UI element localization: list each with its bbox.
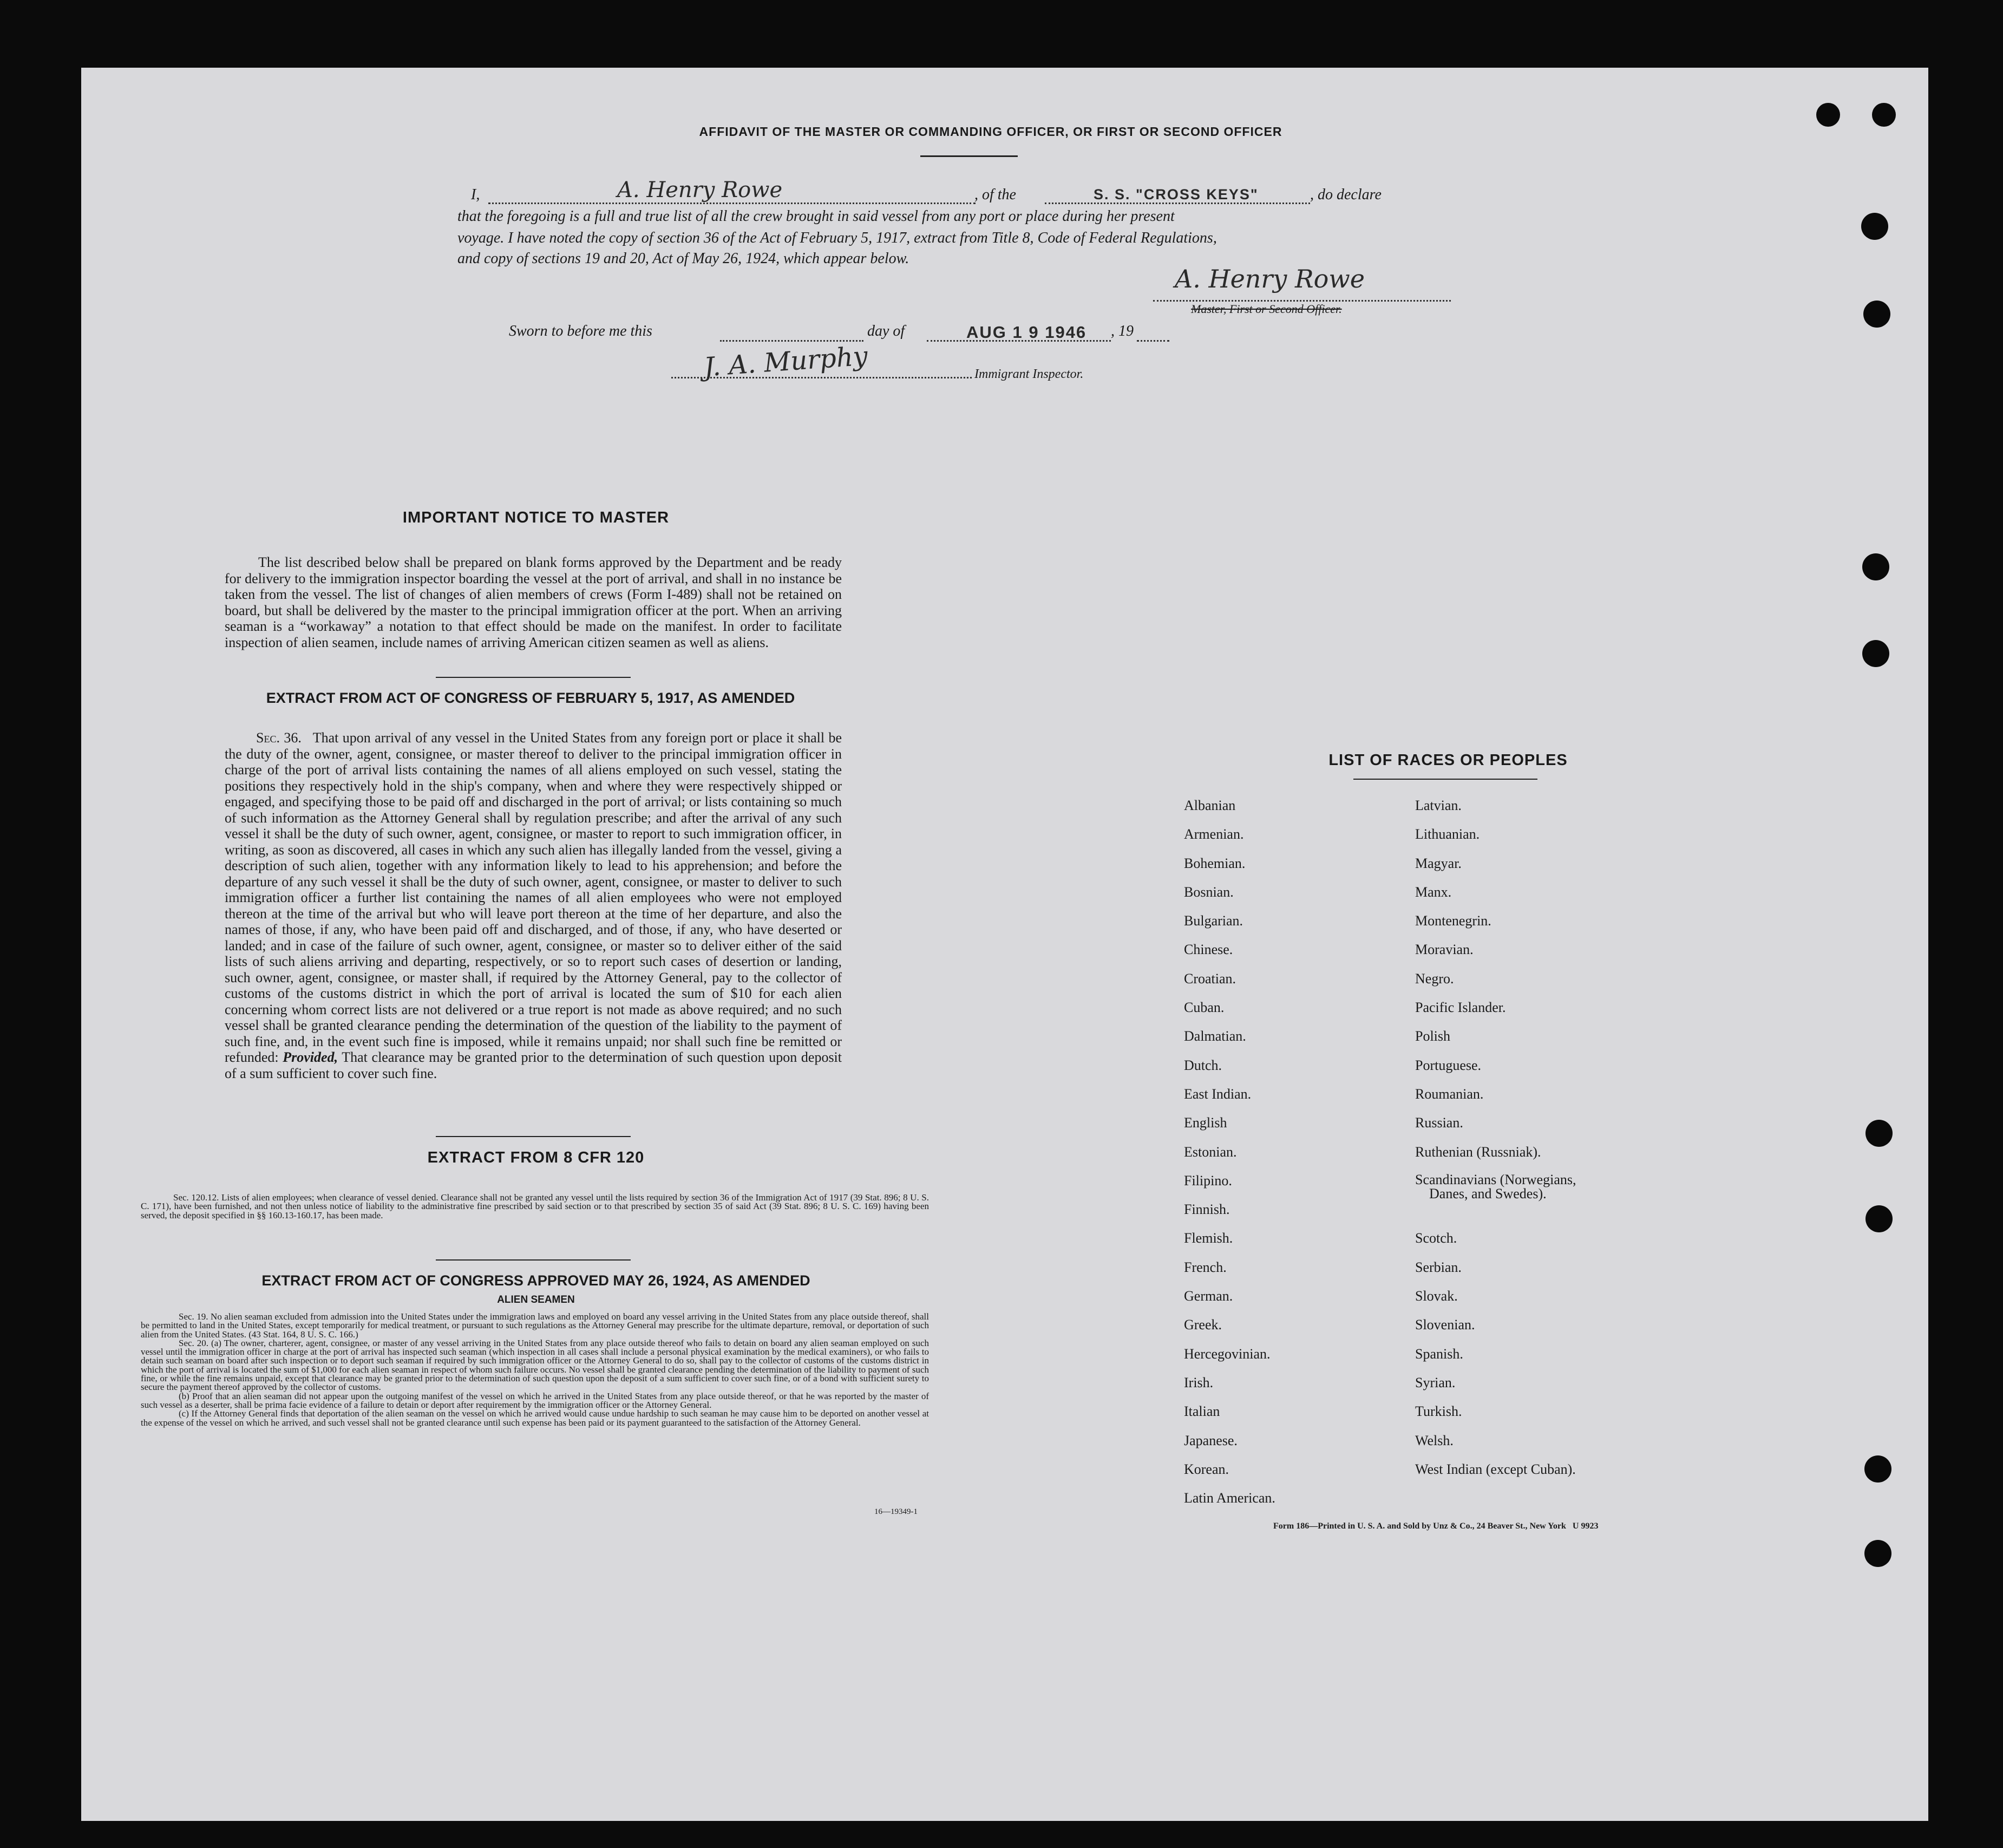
race-item: Latvian. <box>1415 798 1462 813</box>
race-item: Lithuanian. <box>1415 826 1480 843</box>
race-item: Latin American. <box>1184 1490 1275 1506</box>
sec-19-text: Sec. 19. No alien seaman excluded from admission into the United States under the immigration laws and employed on board any vessel arriving in the United States from any place outside thereof, shall be permitted to land in the United States, except temporarily for medical treatment, or pursuant to such regulations as the Attorney General may prescribe for the ultimate departure, removal, or deportation of such alien from the United States. (43 Stat. 164, 8 U. S. C. 166.) <box>141 1311 929 1340</box>
extract-1917-body <box>225 730 842 1081</box>
race-item: Scandinavians (Norwegians, Danes, and Swedes). <box>1415 1171 1576 1201</box>
race-item: Bosnian. <box>1184 884 1234 900</box>
race-item: Flemish. <box>1184 1230 1233 1246</box>
race-item: Hercegovinian. <box>1184 1346 1271 1362</box>
do-declare-label: , do declare <box>1310 186 1382 203</box>
race-item: Syrian. <box>1415 1374 1456 1390</box>
printer-footer: Form 186—Printed in U. S. A. and Sold by Unz & Co., 24 Beaver St., New York U 9923 <box>1273 1522 1599 1531</box>
divider <box>436 1136 631 1137</box>
inspector-signature: J. A. Murphy <box>703 341 869 383</box>
races-title: LIST OF RACES OR PEOPLES <box>1328 752 1568 769</box>
extract-cfr-title: EXTRACT FROM 8 CFR 120 <box>427 1149 645 1166</box>
notice-body <box>225 554 842 650</box>
race-item: Dalmatian. <box>1184 1028 1246 1044</box>
punch-hole <box>1865 1205 1893 1232</box>
race-item: Slovak. <box>1415 1288 1458 1304</box>
race-item: Armenian. <box>1184 826 1244 843</box>
divider <box>1353 779 1537 780</box>
race-item: Croatian. <box>1184 970 1236 987</box>
race-item: Slovenian. <box>1415 1317 1475 1333</box>
vessel-name: S. S. "CROSS KEYS" <box>1094 186 1259 203</box>
race-item: Montenegrin. <box>1415 913 1491 929</box>
punch-hole <box>1816 103 1840 127</box>
race-item: Polish <box>1415 1028 1451 1044</box>
alien-seamen-subtitle: ALIEN SEAMEN <box>497 1294 575 1305</box>
day-of-label: day of <box>867 323 905 339</box>
race-item: Irish. <box>1184 1374 1214 1390</box>
sec-36-label: Sec. 36. <box>256 730 302 746</box>
sec-36-text: That upon arrival of any vessel in the United States from any foreign port or place it shall be the duty of the owner, agent, consignee, or master thereof to deliver to the principal immigration officer in charge of the port of arrival lists containing the names of all aliens employed on such vessel, stating the positions they respectively hold in the ship's company, when and where they were respectively shipped or engaged, and specifying those to be paid off and discharged in the port of arrival; or lists containing so much of such information as the Attorney General shall by regulation prescribe; and after the arrival of any such vessel it shall be the duty of such owner, agent, consignee, or master to report to such immigration officer, in writing, as soon as discovered, all cases in which any such alien has illegally landed from the vessel, giving a description of such alien, together with any information likely to lead to his apprehension; and before the departure of any such vessel it shall be the duty of such owner, agent, consignee, or master to deliver to such immigration officer a further list containing the names of all alien employees who were not employed thereon at the time of the arrival but who will leave port thereon at the time of her departure, and also the names of those, if any, who have been paid off and discharged, and of those, if any, who have deserted or landed; and in case of the failure of such owner, agent, consignee, or master so to deliver either of the said lists of such aliens arriving and departing, respectively, or so to report such cases of desertion or landing, such owner, agent, consignee, or master shall, if required by the Attorney General, pay to the collector of customs of the customs district in which the port of arrival is located the sum of $10 for each alien concerning whom correct lists are not delivered or a true report is not made as above required; and no such vessel shall be granted clearance pending the determination of the question of the liability to the payment of such fine, and, in the event such fine is imposed, while it remains unpaid; nor shall such fine be remitted or refunded: <box>225 730 842 1065</box>
race-item: Portuguese. <box>1415 1057 1482 1073</box>
punch-hole <box>1862 640 1889 667</box>
race-item: Pacific Islander. <box>1415 1000 1506 1016</box>
race-item: Italian <box>1184 1403 1220 1420</box>
race-item: Japanese. <box>1184 1432 1238 1448</box>
divider <box>436 677 631 678</box>
sec-20c-text: (c) If the Attorney General finds that deportation of the alien seaman on the vessel on which he arrived would cause undue hardship to such seaman he may cause him to be deported on another vessel at the expense of the vessel on which he arrived, and such vessel shall not be granted clearance until such expense has been paid or its payment guaranteed to the satisfaction of the Attorney General. <box>141 1408 929 1428</box>
race-item: Welsh. <box>1415 1432 1454 1448</box>
races-left-column <box>1184 798 1411 1519</box>
sec-20a-text: Sec. 20. (a) The owner, charterer, agent, consignee, or master of any vessel arriving in the United States from any place outside thereof who fails to detain on board any alien seaman employed on such vessel until the immigration officer in charge at the port of arrival has inspected such seaman (which inspection in all cases shall include a personal physical examination by the medical examiners), or who fails to detain such seaman on board after such inspection or to deport such seaman if required by such immigration officer or the Attorney General to do so, shall pay to the collector of customs of the customs district in which the port of arrival is located the sum of $1,000 for each alien seaman in respect of whom such failure occurs. No vessel shall be granted clearance pending the determination of the liability to payment of such fine, or while the fine remains unpaid, except that clearance may be granted prior to the determination of such question upon the deposit of a sum sufficient to cover such fine, or of a bond with sufficient surety to secure the payment thereof approved by the collector of customs. <box>141 1337 929 1393</box>
race-item: Korean. <box>1184 1461 1229 1477</box>
sworn-day-field <box>720 324 863 342</box>
affidavit-title: AFFIDAVIT OF THE MASTER OR COMMANDING OFFICER, OR FIRST OR SECOND OFFICER <box>699 125 1282 139</box>
race-item: Chinese. <box>1184 942 1233 958</box>
race-item: Turkish. <box>1415 1403 1462 1420</box>
race-item: Dutch. <box>1184 1057 1222 1073</box>
master-name: A. Henry Rowe <box>617 178 783 203</box>
punch-hole <box>1864 1540 1891 1567</box>
race-item: French. <box>1184 1259 1227 1275</box>
race-item: Filipino. <box>1184 1172 1232 1189</box>
race-item: Moravian. <box>1415 942 1474 958</box>
sec-36-tail: That clearance may be granted prior to the determination of such question upon deposit of a sum sufficient to cover such fine. <box>225 1049 842 1081</box>
notice-text: The list described below shall be prepared on blank forms approved by the Department and be ready for delivery to the immigration inspector boarding the vessel at the port of arrival, and shall in no instance be taken from the vessel. The list of changes of alien members of crews (Form I-489) shall not be retained on board, but shall be delivered by the master to the principal immigration officer at the port. When an arriving seaman is a “workaway” a notation to that effect should be made on the manifest. In order to facilitate inspection of alien seamen, include names of arriving American citizen seamen as well as aliens. <box>225 554 842 650</box>
race-item: Negro. <box>1415 970 1454 987</box>
sworn-label: Sworn to before me this <box>509 323 652 339</box>
race-item: Bulgarian. <box>1184 913 1243 929</box>
punch-hole <box>1864 1455 1891 1483</box>
race-item: Manx. <box>1415 884 1452 900</box>
date-stamp: AUG 1 9 1946 <box>966 323 1087 342</box>
punch-hole <box>1872 103 1896 127</box>
extract-cfr-body <box>141 1193 929 1220</box>
race-item: Serbian. <box>1415 1259 1462 1275</box>
race-item: West Indian (except Cuban). <box>1415 1461 1576 1477</box>
of-the-label: , of the <box>974 186 1016 203</box>
race-item: Greek. <box>1184 1317 1222 1333</box>
year-label: , 19 <box>1111 323 1134 339</box>
master-title-label: Master, First or Second Officer. <box>1191 302 1342 316</box>
sworn-year-field <box>1137 324 1169 342</box>
divider <box>436 1259 631 1261</box>
inspector-label: Immigrant Inspector. <box>974 367 1084 381</box>
declaration-line-1 <box>471 178 1500 206</box>
punch-hole <box>1861 213 1888 240</box>
master-signature: A. Henry Rowe <box>1175 264 1365 293</box>
race-item: Albanian <box>1184 798 1236 813</box>
races-right-column <box>1415 798 1707 1490</box>
declaration-line-2: that the foregoing is a full and true list of all the crew brought in said vessel from any port or place during her present <box>457 208 1175 225</box>
race-item: East Indian. <box>1184 1086 1252 1102</box>
race-item: English <box>1184 1115 1227 1131</box>
declaration-line-3: voyage. I have noted the copy of section 36 of the Act of February 5, 1917, extract from Title 8, Code of Federal Regulations, <box>457 230 1217 246</box>
race-item: German. <box>1184 1288 1233 1304</box>
race-item: Estonian. <box>1184 1144 1237 1160</box>
declaration-line-4: and copy of sections 19 and 20, Act of May 26, 1924, which appear below. <box>457 250 909 267</box>
punch-hole <box>1863 301 1890 328</box>
punch-hole <box>1862 553 1889 580</box>
race-item: Roumanian. <box>1415 1086 1484 1102</box>
race-item: Cuban. <box>1184 1000 1225 1016</box>
race-item: Spanish. <box>1415 1346 1463 1362</box>
race-item: Magyar. <box>1415 855 1462 871</box>
cfr-text: Sec. 120.12. Lists of alien employees; when clearance of vessel denied. Clearance shall not be granted any vessel until the lists required by section 36 of the Immigration Act of 1917 (39 Stat. 896; 8 U. S. C. 171), have been furnished, and not then unless notice of liability to the administrative fine prescribed by said section or to that prescribed by section 35 of said Act (39 Stat. 896; 8 U. S. C. 169) having been served, the deposit specified in §§ 160.13-160.17, has been made. <box>141 1192 929 1220</box>
extract-1924-title: EXTRACT FROM ACT OF CONGRESS APPROVED MAY 26, 1924, AS AMENDED <box>261 1272 810 1289</box>
race-item: Ruthenian (Russniak). <box>1415 1144 1541 1160</box>
notice-title: IMPORTANT NOTICE TO MASTER <box>402 509 670 526</box>
divider <box>920 155 1018 157</box>
sec-20b-text: (b) Proof that an alien seaman did not appear upon the outgoing manifest of the vessel on which he arrived in the United States from any place outside thereof, or that he was reported by the master of such vessel as a deserter, shall be prima facie evidence of a failure to detain or deport after requirement by the immigration officer or the Attorney General. <box>141 1390 929 1410</box>
extract-1917-title: EXTRACT FROM ACT OF CONGRESS OF FEBRUARY 5, 1917, AS AMENDED <box>266 690 795 706</box>
extract-1924-body <box>141 1312 929 1427</box>
race-item: Bohemian. <box>1184 855 1246 871</box>
i-label: I, <box>471 186 480 203</box>
form-code: 16—19349-1 <box>874 1507 918 1516</box>
race-item: Russian. <box>1415 1115 1463 1131</box>
race-item: Scotch. <box>1415 1230 1457 1246</box>
race-item: Finnish. <box>1184 1201 1230 1218</box>
punch-hole <box>1865 1120 1893 1147</box>
provided-label: Provided, <box>283 1049 338 1065</box>
